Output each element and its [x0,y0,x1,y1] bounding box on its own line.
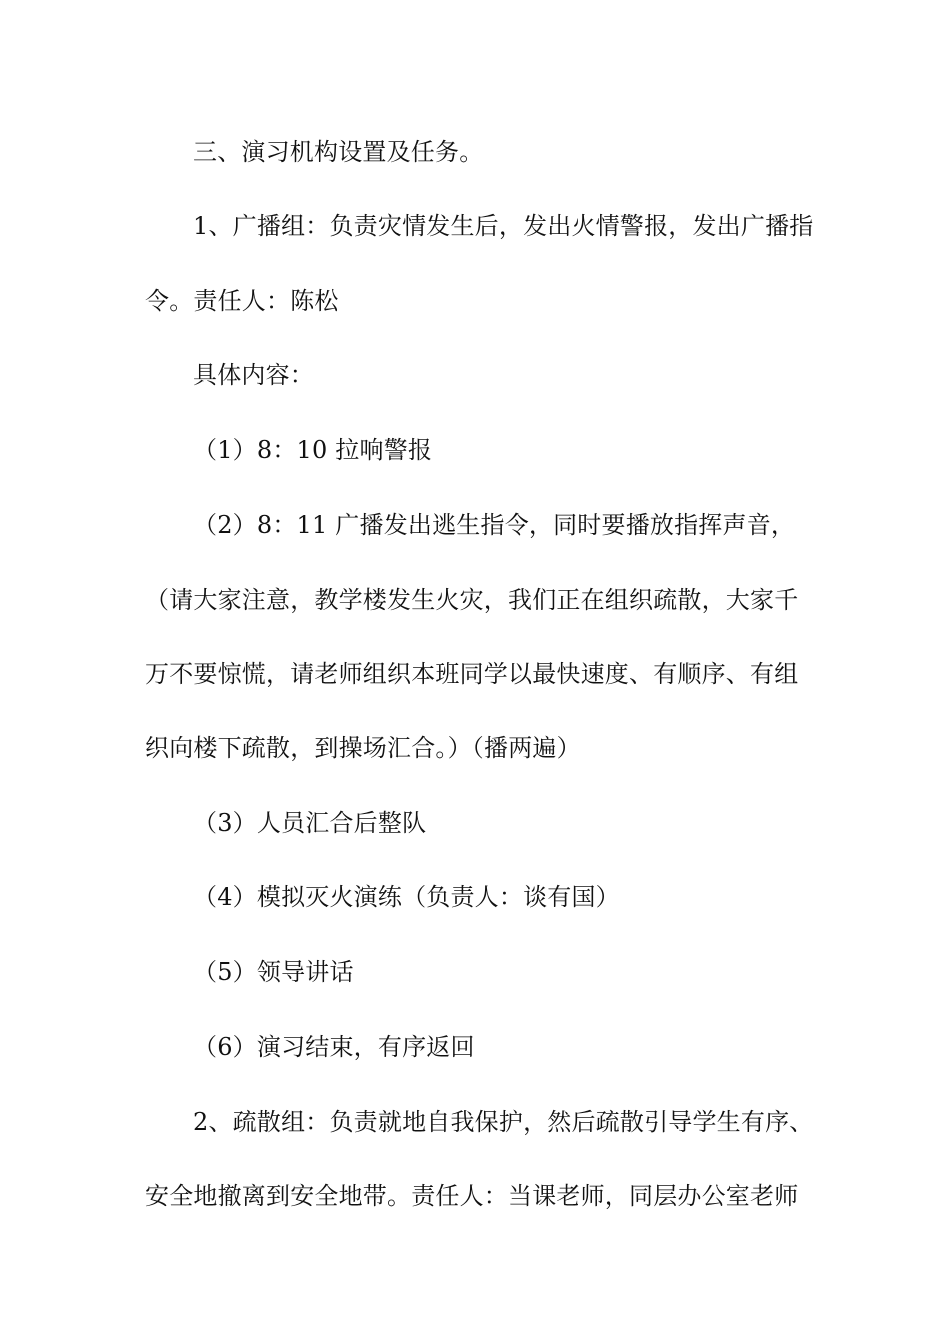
paragraph-line: （请大家注意，教学楼发生火灾，我们正在组织疏散，大家千 [145,586,799,614]
paragraph-line: 安全地撤离到安全地带。责任人：当课老师，同层办公室老师 [145,1182,799,1210]
list-item: （3）人员汇合后整队 [193,809,427,837]
paragraph-line: 织向楼下疏散，到操场汇合。）（播两遍） [145,734,581,762]
list-item: （4）模拟灭火演练（负责人：谈有国） [193,883,620,911]
paragraph-line: 令。责任人：陈松 [145,287,339,315]
list-item: （5）领导讲话 [193,958,354,986]
paragraph-line: 2、疏散组：负责就地自我保护，然后疏散引导学生有序、 [193,1108,814,1136]
list-item: （1）8：10 拉响警报 [193,436,433,464]
list-item: （2）8：11 广播发出逃生指令，同时要播放指挥声音， [193,511,796,539]
paragraph-line: 1、广播组：负责灾情发生后，发出火情警报，发出广播指 [193,212,814,240]
paragraph-line: 万不要惊慌，请老师组织本班同学以最快速度、有顺序、有组 [145,660,799,688]
list-item: （6）演习结束，有序返回 [193,1033,475,1061]
section-heading: 三、演习机构设置及任务。 [193,138,484,166]
paragraph-line: 具体内容： [193,361,314,389]
